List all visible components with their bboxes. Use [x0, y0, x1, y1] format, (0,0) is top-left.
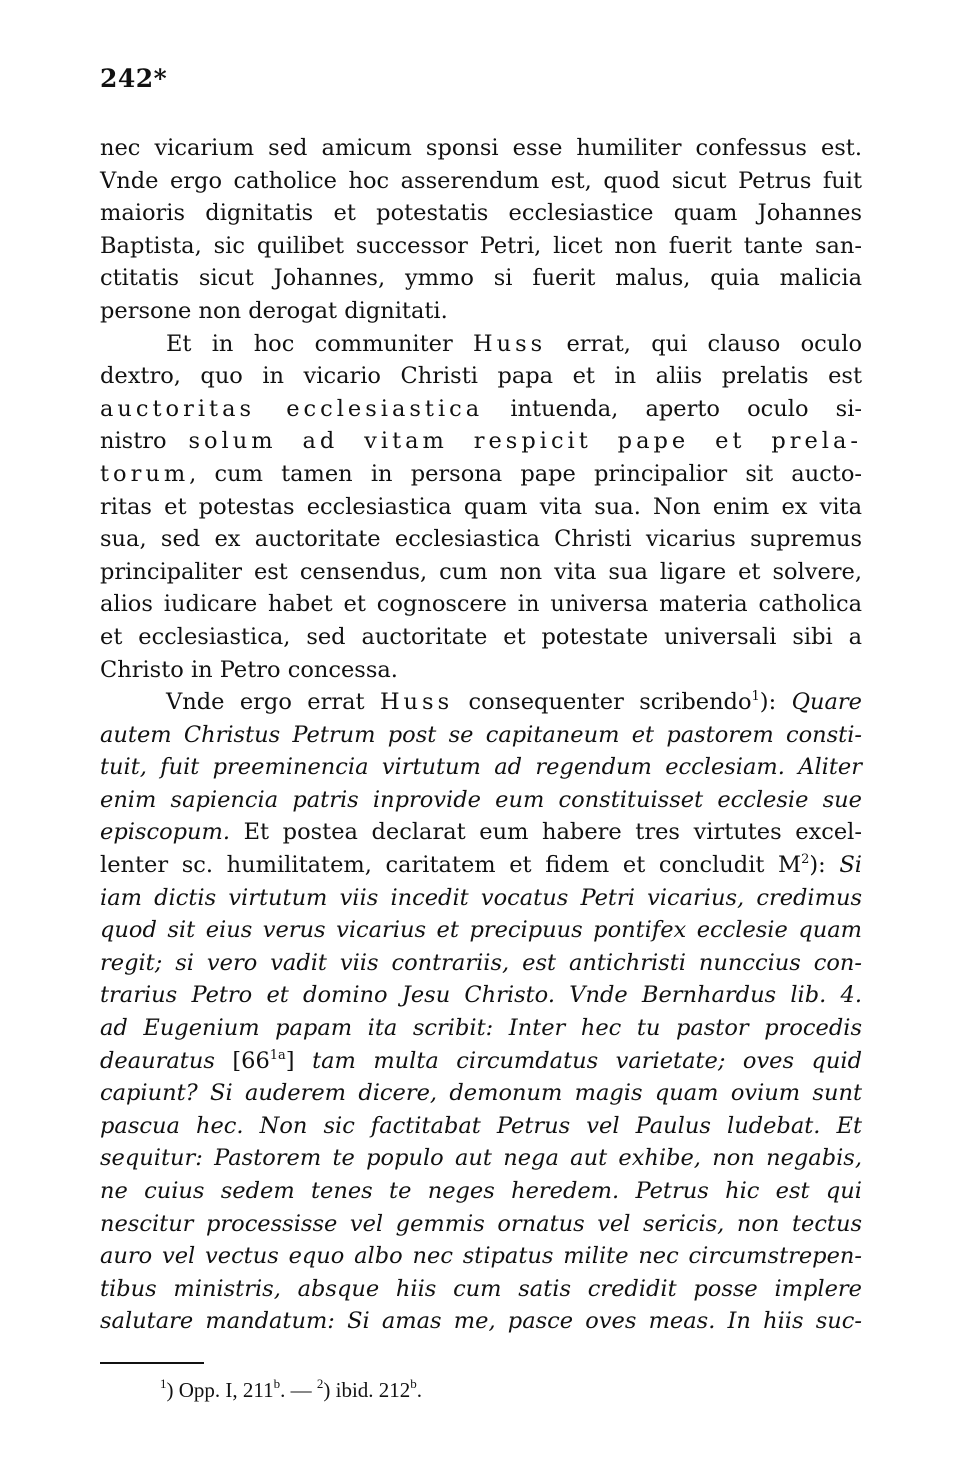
text-line: tuit, fuit preeminencia virtutum ad regendum ecclesiam. Aliter: [100, 754, 862, 781]
footnote-ref: 1: [751, 689, 760, 705]
text-line: dextro, quo in vicario Christi papa et in aliis prelatis est: [100, 363, 862, 390]
text-line: persone non derogat dignitati.: [100, 297, 448, 324]
page-number: 242*: [100, 64, 168, 93]
text-line: salutare mandatum: Si amas me, pasce oves meas. In hiis suc-: [100, 1308, 862, 1335]
text-line: pascua hec. Non sic factitabat Petrus vel Paulus ludebat. Et: [100, 1112, 862, 1139]
text-line: nistro solum ad vitam respicit pape et prela-: [100, 428, 863, 455]
footnote-number: 1: [160, 1376, 167, 1391]
text-line: ritas et potestas ecclesiastica quam vita sua. Non enim ex vita: [100, 493, 862, 520]
text-line: tibus ministris, absque hiis cum satis credidit posse implere: [100, 1275, 862, 1302]
footnote-text: ) Opp. I, 211: [166, 1378, 274, 1402]
text-line: auro vel vectus equo albo nec stipatus milite nec circumstrepen-: [100, 1243, 862, 1270]
spaced-emphasis: solum ad vitam respicit pape et prela-: [188, 428, 863, 455]
main-text: [100, 132, 862, 1338]
text-line: ctitatis sicut Johannes, ymmo si fuerit malus, quia malicia: [100, 265, 862, 292]
text-line: iam dictis virtutum viis incedit vocatus Petri vicarius, credimus: [100, 884, 862, 911]
footnote-rule: [100, 1362, 204, 1364]
text-line: autem Christus Petrum post se capitaneum et pastorem consti-: [100, 721, 862, 748]
text-line: auctoritas ecclesiastica intuenda, aperto oculo si-: [100, 395, 862, 422]
paragraph-1: [100, 132, 862, 328]
text-line: Christo in Petro concessa.: [100, 656, 398, 683]
spaced-name: Huss: [473, 330, 547, 357]
text-line: Baptista, sic quilibet successor Petri, licet non fuerit tante san-: [100, 232, 862, 259]
footnote-text: ) ibid. 212: [323, 1378, 411, 1402]
text-line: enim sapiencia patris inprovide eum constituisset ecclesie sue: [100, 786, 862, 813]
text-line: Vnde ergo catholice hoc asserendum est, quod sicut Petrus fuit: [100, 167, 862, 194]
text-line: torum, cum tamen in persona pape principalior sit aucto-: [100, 460, 862, 487]
spaced-emphasis: torum: [100, 460, 190, 487]
text-line: nec vicarium sed amicum sponsi esse humiliter confessus est.: [100, 135, 862, 161]
text-line: capiunt? Si auderem dicere, demonum magis quam ovium sunt: [100, 1080, 862, 1107]
text-line: sequitur: Pastorem te populo aut nega aut exhibe, non negabis,: [100, 1145, 862, 1172]
text-line: sua, sed ex auctoritate ecclesiastica Christi vicarius supremus: [100, 526, 862, 553]
text-line: Et in hoc communiter Huss errat, qui clauso oculo: [166, 330, 863, 357]
text-line: quod sit eius verus vicarius et precipuus pontifex ecclesie quam: [100, 917, 862, 944]
footnote-number: 2: [316, 1376, 324, 1391]
text-line: ad Eugenium papam ita scribit: Inter hec tu pastor procedis: [100, 1015, 862, 1042]
text-line: maioris dignitatis et potestatis ecclesiastice quam Johannes: [100, 200, 862, 227]
text-line: regit; si vero vadit viis contrariis, est antichristi nunccius con-: [100, 949, 862, 976]
footnotes: $^1$) Opp. I, 211$^b$. — $^2$) ibid. 212$^b$.: [160, 1376, 423, 1402]
paragraph-3: [100, 686, 862, 1338]
text-line: alios iudicare habet et cognoscere in universa materia catholica: [100, 591, 862, 618]
text-line: lenter sc. humilitatem, caritatem et fidem et concludit $M^2$): Si: [100, 852, 862, 879]
text-line: nescitur processisse vel gemmis ornatus vel sericis, non tectus: [100, 1210, 862, 1237]
text-line: episcopum. Et postea declarat eum habere tres virtutes excel-: [100, 819, 862, 846]
text-line: principaliter est censendus, cum non vita sua ligare et solvere,: [100, 558, 862, 585]
text-line: ne cuius sedem tenes te neges heredem. Petrus hic est qui: [100, 1178, 862, 1204]
text-line: et ecclesiastica, sed auctoritate et potestate universali sibi a: [100, 623, 862, 650]
text-line: deauratus $[66^{1a}]$ tam multa circumdatus varietate; oves quid: [100, 1047, 862, 1074]
text-line: trarius Petro et domino Jesu Christo. Vnde Bernhardus lib. 4.: [100, 982, 862, 1009]
footnote-ref: 2: [801, 852, 810, 868]
spaced-emphasis: auctoritas ecclesiastica: [100, 395, 484, 422]
folio-sup: 1a: [269, 1047, 286, 1063]
text-line: Vnde ergo errat Huss consequenter scribendo$^1$): Quare: [166, 689, 862, 716]
spaced-name: Huss: [379, 689, 454, 716]
paragraph-2: [100, 328, 862, 687]
